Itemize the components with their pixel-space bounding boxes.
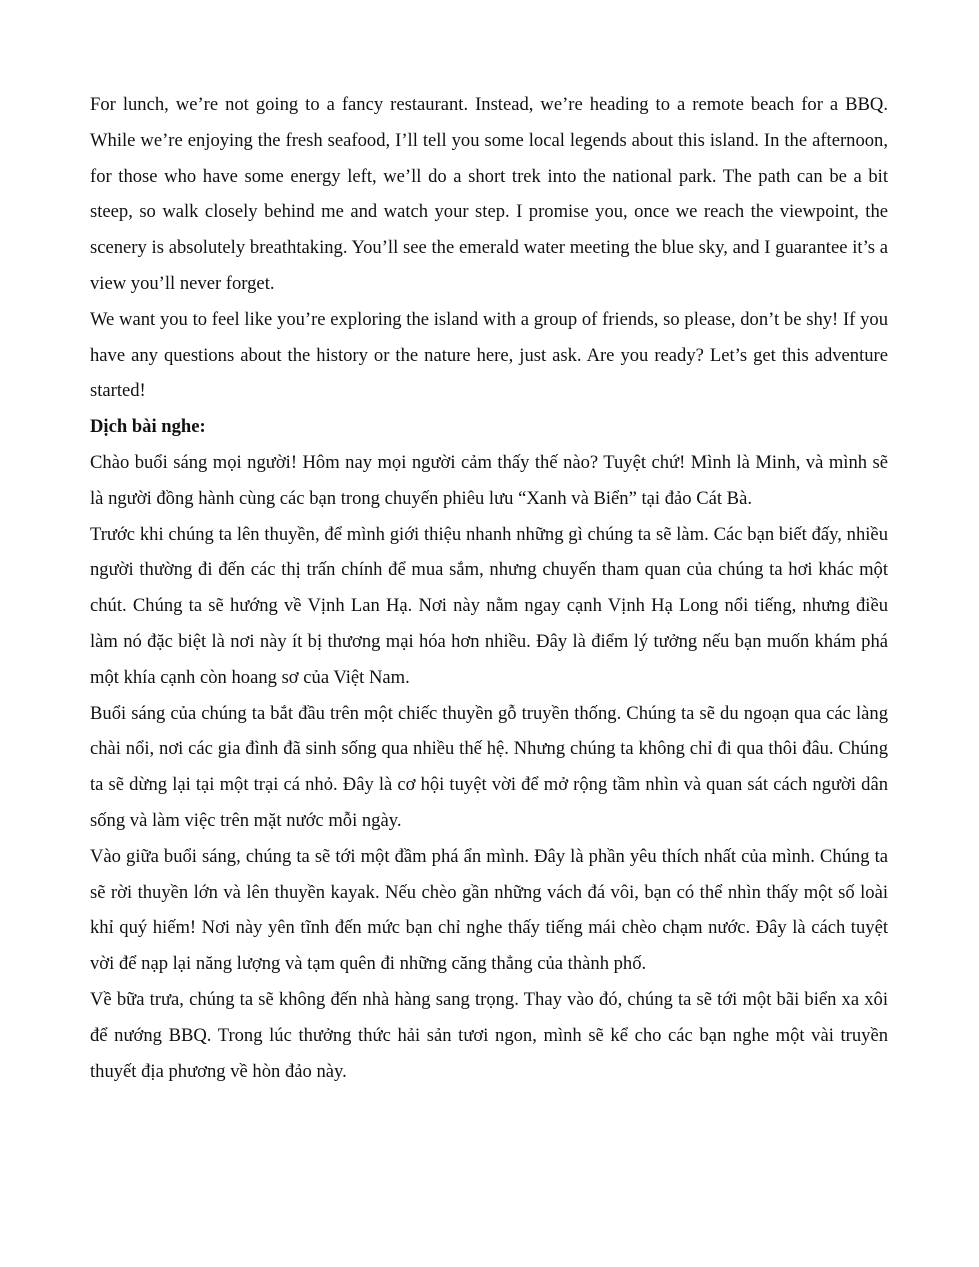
vietnamese-paragraph-intro: Trước khi chúng ta lên thuyền, để mình giới thiệu nhanh những gì chúng ta sẽ làm. Các bạn biết đấy, nhiều người thường đi đến các thị trấn chính để mua sắm, nhưng chuyến tham quan của chúng ta hơi khác một chút. Chúng ta sẽ hướng về Vịnh Lan Hạ. Nơi này nằm ngay cạnh Vịnh Hạ Long nổi tiếng, nhưng điều làm nó đặc biệt là nơi này ít bị thương mại hóa hơn nhiều. Đây là điểm lý tưởng nếu bạn muốn khám phá một khía cạnh còn hoang sơ của Việt Nam. <box>90 523 888 688</box>
vietnamese-paragraph-greeting: Chào buổi sáng mọi người! Hôm nay mọi người cảm thấy thế nào? Tuyệt chứ! Mình là Minh, và mình sẽ là người đồng hành cùng các bạn trong chuyến phiêu lưu “Xanh và Biển” tại đảo Cát Bà. <box>90 451 888 509</box>
vietnamese-paragraph-lagoon: Vào giữa buổi sáng, chúng ta sẽ tới một đầm phá ẩn mình. Đây là phần yêu thích nhất của mình. Chúng ta sẽ rời thuyền lớn và lên thuyền kayak. Nếu chèo gần những vách đá vôi, bạn có thể nhìn thấy một số loài khỉ quý hiếm! Nơi này yên tĩnh đến mức bạn chỉ nghe thấy tiếng mái chèo chạm nước. Đây là cách tuyệt vời để nạp lại năng lượng và tạm quên đi những căng thẳng của thành phố. <box>90 845 888 975</box>
english-paragraph-lunch: For lunch, we’re not going to a fancy restaurant. Instead, we’re heading to a remote beach for a BBQ. While we’re enjoying the fresh seafood, I’ll tell you some local legends about this island. In the afternoon, for those who have some energy left, we’ll do a short trek into the national park. The path can be a bit steep, so walk closely behind me and watch your step. I promise you, once we reach the viewpoint, the scenery is absolutely breathtaking. You’ll see the emerald water meeting the blue sky, and I guarantee it’s a view you’ll never forget. <box>90 94 888 294</box>
vietnamese-paragraph-lunch: Về bữa trưa, chúng ta sẽ không đến nhà hàng sang trọng. Thay vào đó, chúng ta sẽ tới một bãi biển xa xôi để nướng BBQ. Trong lúc thưởng thức hải sản tươi ngon, mình sẽ kể cho các bạn nghe một vài truyền thuyết địa phương về hòn đảo này. <box>90 988 888 1082</box>
translation-heading: Dịch bài nghe: <box>90 416 206 438</box>
english-paragraph-closing: We want you to feel like you’re exploring the island with a group of friends, so please, don’t be shy! If you have any questions about the history or the nature here, just ask. Are you ready? Let’s get this adventure started! <box>90 308 888 402</box>
document-page <box>90 87 888 1089</box>
vietnamese-paragraph-morning: Buổi sáng của chúng ta bắt đầu trên một chiếc thuyền gỗ truyền thống. Chúng ta sẽ du ngoạn qua các làng chài nổi, nơi các gia đình đã sinh sống qua nhiều thế hệ. Nhưng chúng ta không chỉ đi qua thôi đâu. Chúng ta sẽ dừng lại tại một trại cá nhỏ. Đây là cơ hội tuyệt vời để mở rộng tầm nhìn và quan sát cách người dân sống và làm việc trên mặt nước mỗi ngày. <box>90 702 888 831</box>
